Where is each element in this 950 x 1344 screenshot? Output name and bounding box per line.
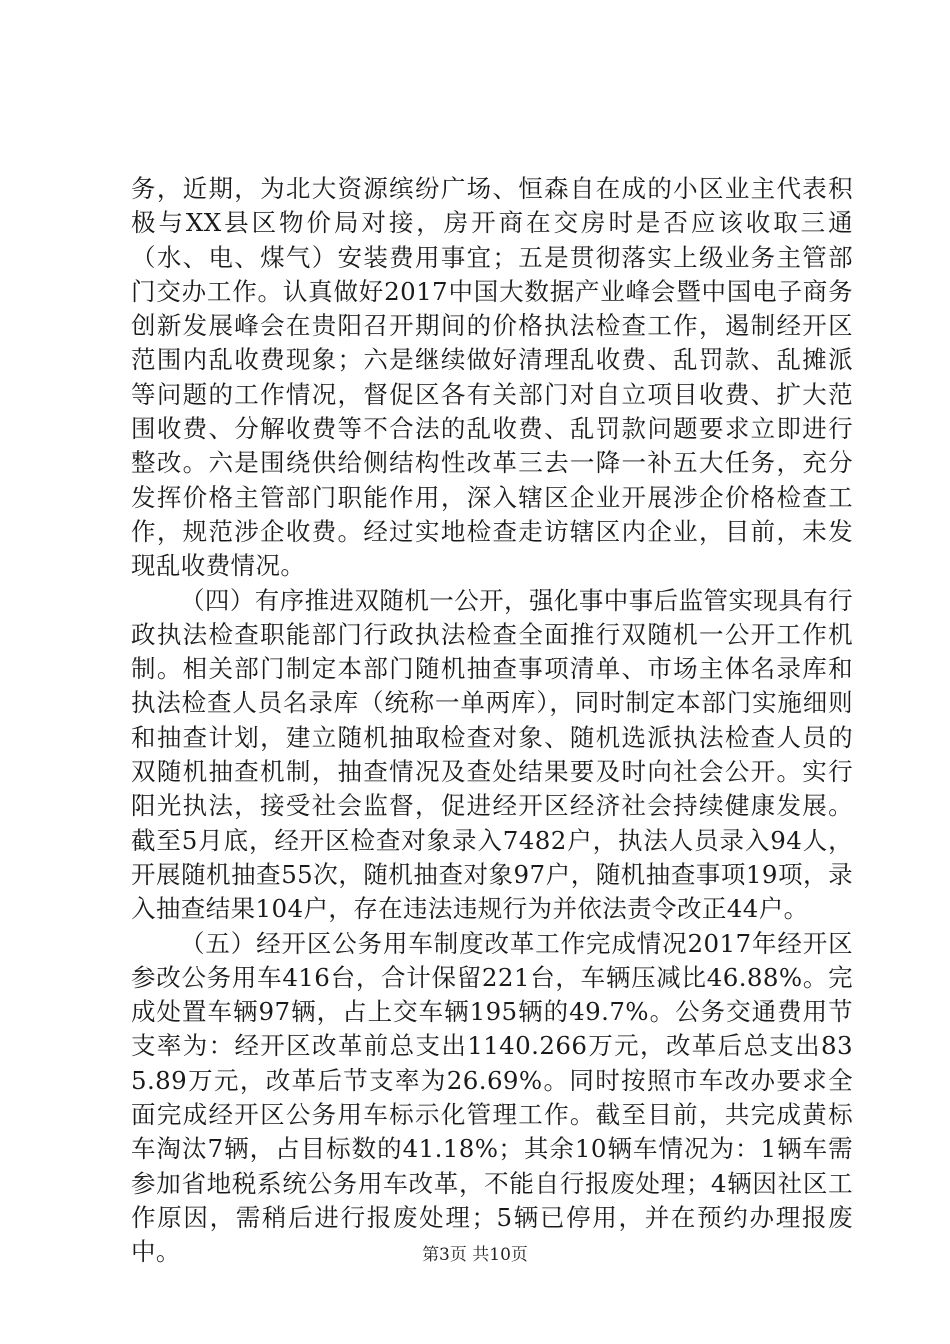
page-number-footer: 第3页 共10页 bbox=[422, 1245, 528, 1265]
paragraph-continued: 务，近期，为北大资源缤纷广场、恒森自在成的小区业主代表积极与XX县区物价局对接，房开商在交房时是否应该收取三通（水、电、煤气）安装费用事宜；五是贯彻落实上级业务主管部门交办工作。认真做好2017中国大数据产业峰会暨中国电子商务创新发展峰会在贵阳召开期间的价格执法检查工作，遏制经开区范围内乱收费现象；六是继续做好清理乱收费、乱罚款、乱摊派等问题的工作情况，督促区各有关部门对自立项目收费、扩大范围收费、分解收费等不合法的乱收费、乱罚款问题要求立即进行整改。六是围绕供给侧结构性改革三去一降一补五大任务，充分发挥价格主管部门职能作用，深入辖区企业开展涉企价格检查工作，规范涉企收费。经过实地检查走访辖区内企业，目前，未发现乱收费情况。 bbox=[131, 174, 853, 581]
paragraph-section-four: （四）有序推进双随机一公开，强化事中事后监管实现具有行政执法检查职能部门行政执法检查全面推行双随机一公开工作机制。相关部门制定本部门随机抽查事项清单、市场主体名录库和执法检查人员名录库（统称一单两库），同时制定本部门实施细则和抽查计划，建立随机抽取检查对象、随机选派执法检查人员的双随机抽查机制，抽查情况及查处结果要及时向社会公开。实行阳光执法，接受社会监督，促进经开区经济社会持续健康发展。截至5月底，经开区检查对象录入7482户，执法人员录入94人，开展随机抽查55次，随机抽查对象97户，随机抽查事项19项，录入抽查结果104户，存在违法违规行为并依法责令改正44户。 bbox=[131, 585, 853, 924]
document-body bbox=[131, 172, 853, 1270]
paragraph-section-five: （五）经开区公务用车制度改革工作完成情况2017年经开区参改公务用车416台，合计保留221台，车辆压减比46.88%。完成处置车辆97辆，占上交车辆195辆的49.7%。公务交通费用节支率为：经开区改革前总支出1140.266万元，改革后总支出835.89万元，改革后节支率为26.69%。同时按照市车改办要求全面完成经开区公务用车标示化管理工作。截至目前，共完成黄标车淘汰7辆，占目标数的41.18%；其余10辆车情况为：1辆车需参加省地税系统公务用车改革，不能自行报废处理；4辆因社区工作原因，需稍后进行报废处理；5辆已停用，并在预约办理报废中。 bbox=[131, 928, 853, 1267]
